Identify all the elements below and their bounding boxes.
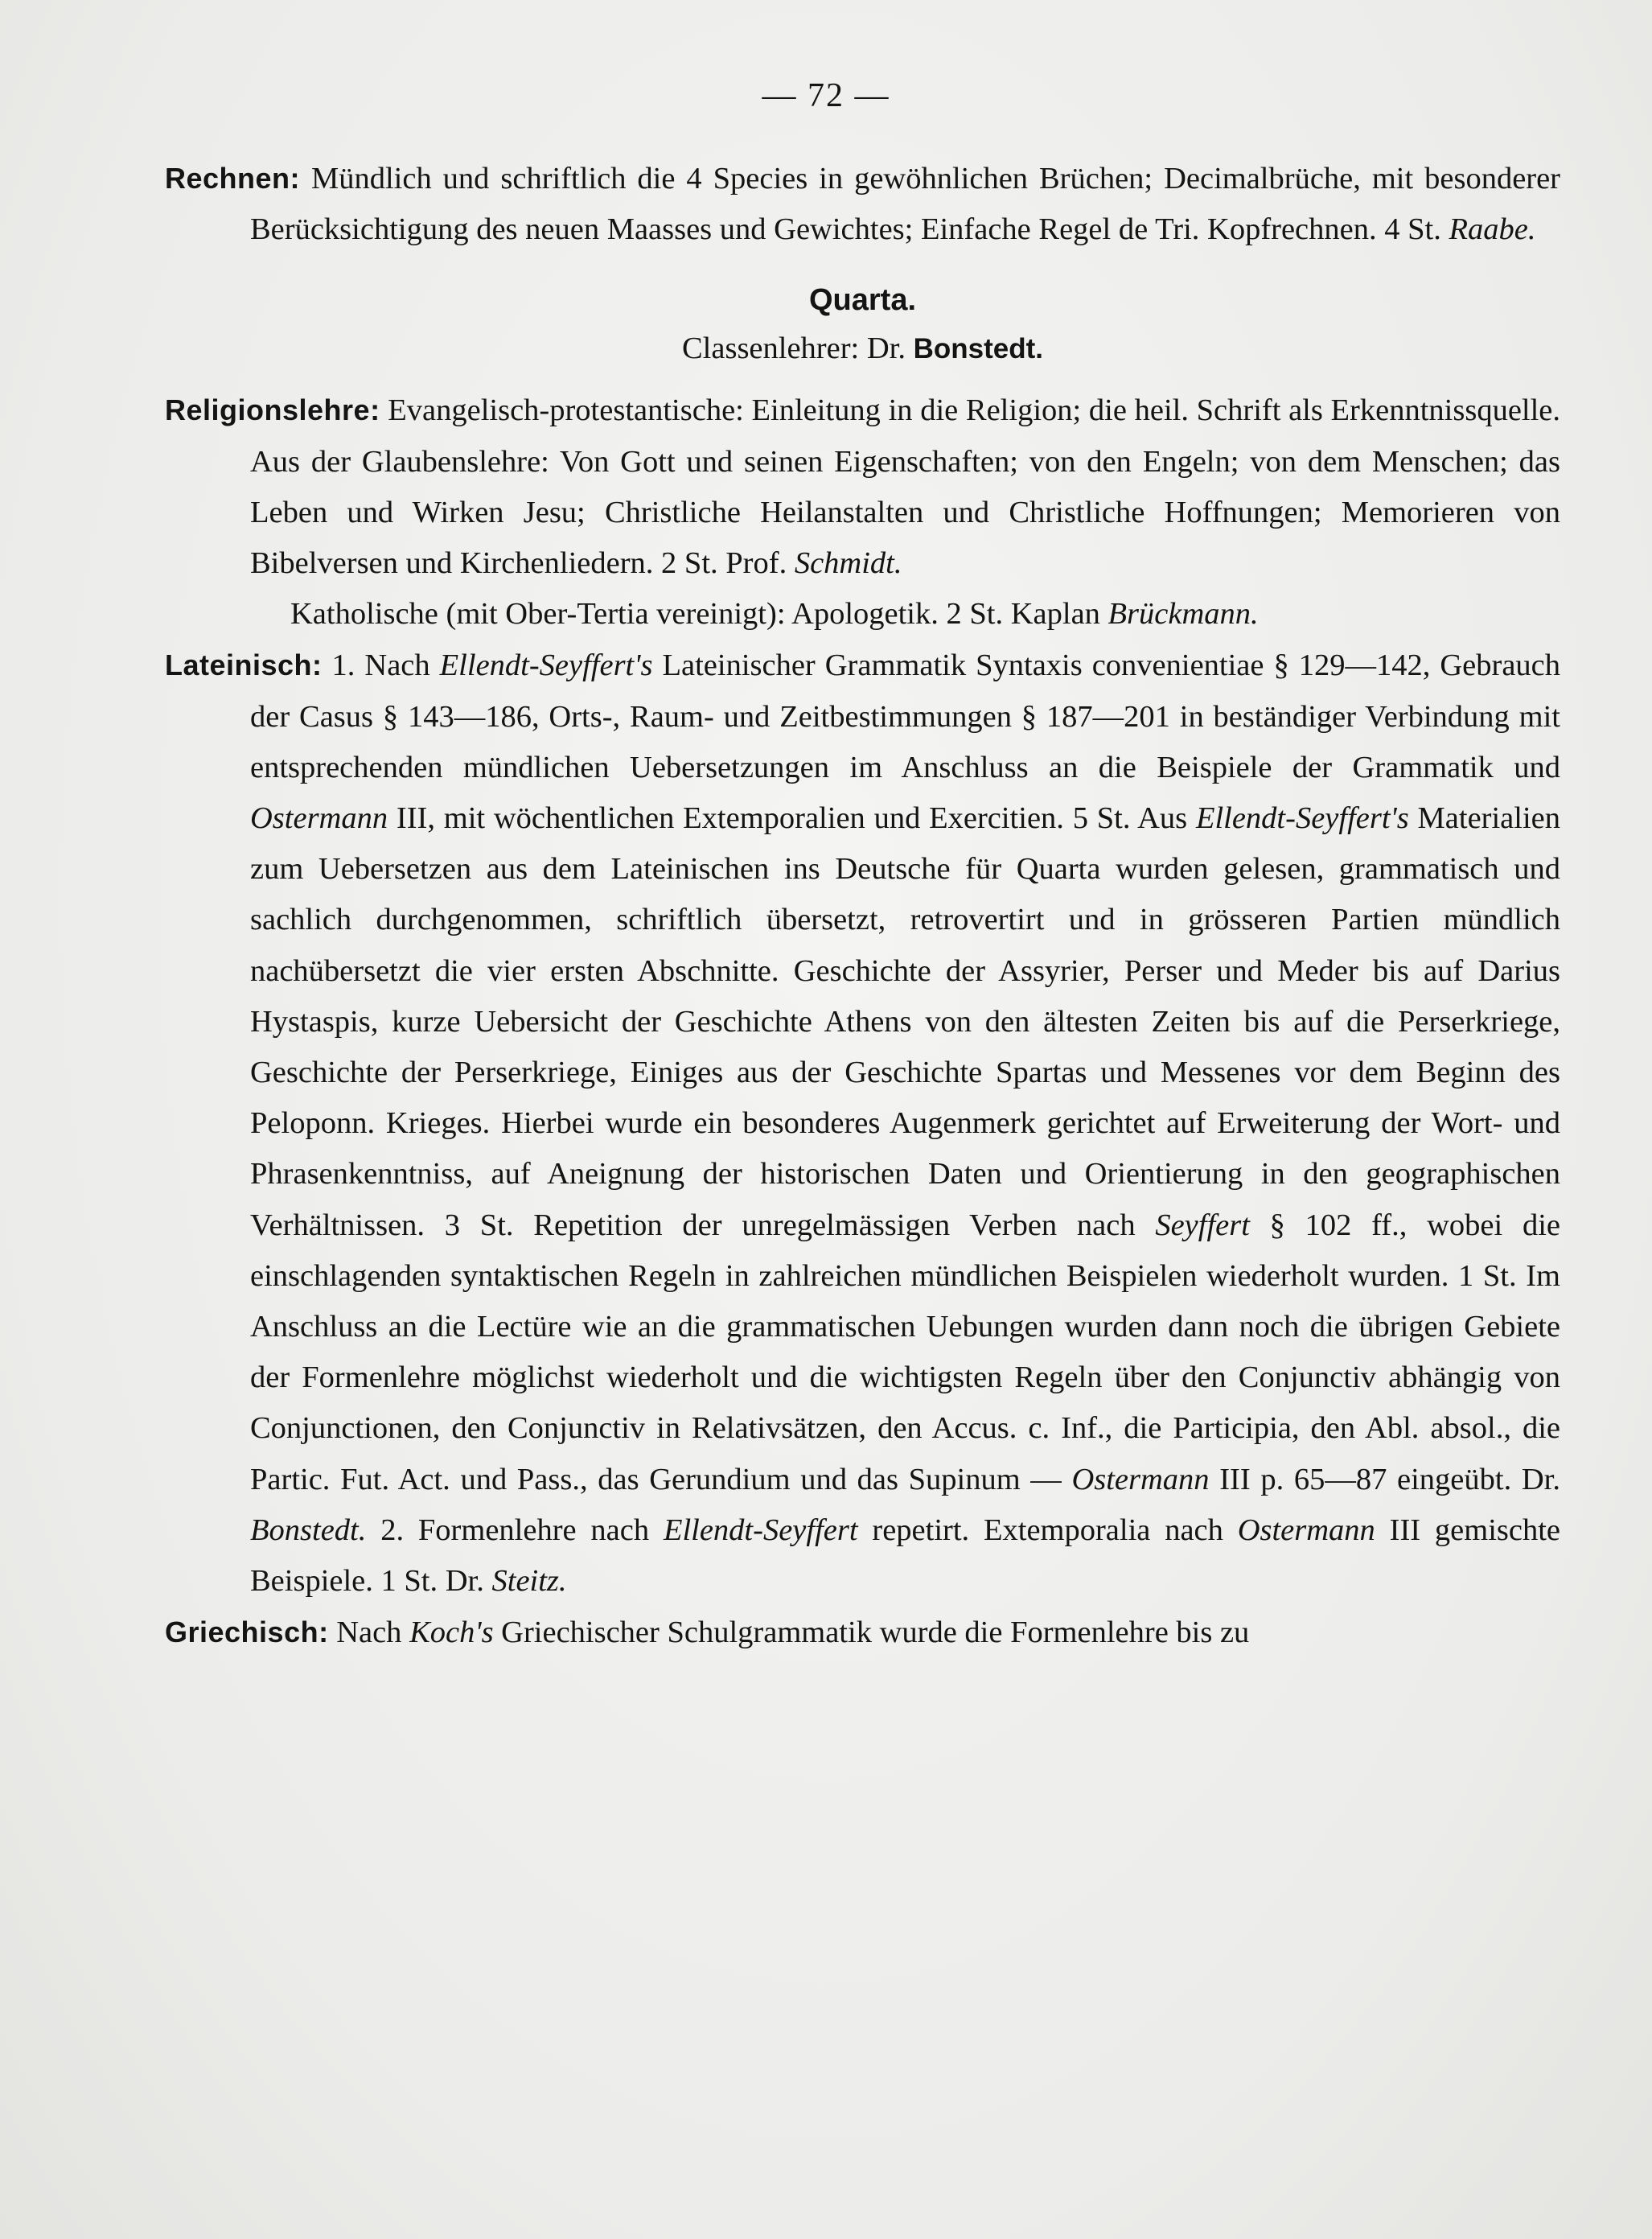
latein-text-9: III gemischte Beispiele. 1 St. Dr. [250,1513,1561,1599]
latein-text-1: 1. Nach [331,648,430,683]
classenlehrer-line [165,324,1560,373]
griechisch-text-2: Griechischer Schulgrammatik wurde die Formenlehre bis zu [501,1615,1250,1650]
latein-italic-7: Ellendt-Seyffert [663,1513,858,1547]
latein-text-4: Materialien zum Uebersetzen aus dem Lateinischen ins Deutsche für Quarta wurden gelesen, grammatisch und sachlich durchgenommen, schriftlich übersetzt, retrovertirt und in grösseren Partien mündlich nachübersetzt die vier ersten Abschnitte. Geschichte der Assyrier, Perser und Meder bis auf Darius Hystaspis, kurze Uebersicht der Geschichte Athens von den ältesten Zeiten bis auf die Perserkriege, Geschichte der Perserkriege, Einiges aus der Geschichte Spartas und Messenes vor dem Beginn des Peloponn. Krieges. Hierbei wurde ein besonderes Augenmerk gerichtet auf Erweiterung der Wort- und Phrasenkenntniss, auf Aneignung der historischen Daten und Orientierung in den geographischen Verhältnissen. 3 St. Repetition der unregelmässigen Verben nach [250,801,1560,1242]
latein-text-7: 2. Formenlehre nach [380,1513,650,1547]
section-religionslehre [165,385,1560,589]
latein-italic-9: Steitz. [491,1564,567,1599]
section-rechnen [165,153,1560,255]
katholisch-text: Katholische (mit Ober-Tertia vereinigt): Apologetik. 2 St. Kaplan [290,597,1100,632]
latein-text-6: III p. 65—87 eingeübt. Dr. [1219,1462,1560,1496]
section-label-lateinisch: Lateinisch: [165,648,323,682]
latein-italic-1: Ellendt-Seyffert's [439,648,653,683]
rechnen-teacher: Raabe. [1449,212,1536,247]
latein-italic-4: Seyffert [1155,1208,1250,1242]
latein-italic-2: Ostermann [250,801,388,836]
latein-italic-8: Ostermann [1237,1513,1375,1547]
latein-text-2: Lateinischer Grammatik Syntaxis convenientiae § 129—142, Gebrauch der Casus § 143—186, Orts-, Raum- und Zeitbestimmungen § 187—201 in beständiger Verbindung mit entsprechenden mündlichen Uebersetzungen im Anschluss an die Beispiele der Grammatik und [250,648,1560,784]
griechisch-text-1: Nach [336,1615,402,1650]
katholisch-paragraph [165,589,1560,640]
latein-italic-5: Ostermann [1071,1462,1210,1496]
latein-text-8: repetirt. Extemporalia nach [872,1513,1223,1547]
latein-italic-3: Ellendt-Seyffert's [1195,801,1409,836]
religion-text: Evangelisch-protestantische: Einleitung in die Religion; die heil. Schrift als Erkenntnissquelle. Aus der Glaubenslehre: Von Gott und seinen Eigenschaften; von den Engeln; von dem Menschen; das Leben und Wirken Jesu; Christliche Heilanstalten und Christliche Hoffnungen; Memorieren von Bibelversen und Kirchenliedern. 2 St. Prof. [250,393,1561,581]
katholisch-teacher: Brückmann. [1107,597,1259,632]
section-lateinisch [165,640,1560,1607]
page-number: — 72 — [762,77,890,114]
section-label-griechisch: Griechisch: [165,1615,329,1649]
latein-italic-6: Bonstedt. [250,1513,367,1547]
section-label-religionslehre: Religionslehre: [165,393,380,427]
classenlehrer-name: Bonstedt. [913,333,1043,365]
classenlehrer-prefix: Classenlehrer: Dr. [682,331,906,366]
griechisch-italic-1: Koch's [409,1615,494,1650]
rechnen-text: Mündlich und schriftlich die 4 Species in gewöhnlichen Brüchen; Decimalbrüche, mit besonderer Berücksichtigung des neuen Maasses und Gewichtes; Einfache Regel de Tri. Kopfrechnen. 4 St. [250,162,1561,247]
section-griechisch [165,1607,1560,1658]
quarta-heading: Quarta. [808,283,917,318]
document-body [165,153,1560,1658]
section-label-rechnen: Rechnen: [165,162,301,195]
religion-teacher: Schmidt. [794,546,902,581]
latein-text-5: § 102 ff., wobei die einschlagenden syntaktischen Regeln in zahlreichen mündlichen Beispielen wiederholt wurden. 1 St. Im Anschluss an die Lectüre wie an die grammatischen Uebungen wurden dann noch die übrigen Gebiete der Formenlehre möglichst wiederholt und die wichtigsten Regeln über den Conjunctiv abhängig von Conjunctionen, den Conjunctiv in Relativsätzen, den Accus. c. Inf., die Participia, den Abl. absol., die Partic. Fut. Act. und Pass., das Gerundium und das Supinum — [250,1208,1560,1496]
latein-text-3: III, mit wöchentlichen Extemporalien und Exercitien. 5 St. Aus [396,801,1188,836]
